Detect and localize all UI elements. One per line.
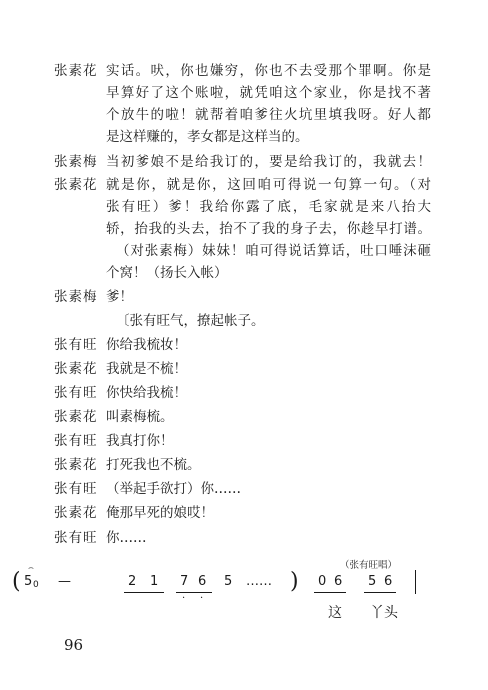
- score-dash: —: [58, 574, 71, 589]
- dialogue-text: 俺那早死的娘哎！: [106, 505, 214, 521]
- speaker-name: 张有旺: [54, 337, 98, 353]
- script-line: [0, 151, 488, 173]
- score-note: 2: [128, 574, 137, 589]
- score-open-bracket: (: [12, 569, 21, 594]
- script-line: [0, 286, 488, 308]
- dialogue-text: 你……: [106, 530, 147, 546]
- music-notation: [0, 560, 488, 630]
- script-line: [0, 262, 488, 284]
- dialogue-text: 爹！: [106, 289, 133, 305]
- script-line: [0, 174, 488, 196]
- lyric-syllable: 这: [328, 605, 342, 621]
- dialogue-continuation: 轿，抬我的头去，抬不了我的身子去，你趁早打谱。: [106, 221, 431, 237]
- score-note: 6: [334, 574, 343, 589]
- lyric-syllable: 丫头: [370, 605, 398, 621]
- script-line: [0, 310, 488, 332]
- script-line: [0, 126, 488, 148]
- script-line: [0, 196, 488, 218]
- fermata-mark: ⌢: [28, 563, 34, 573]
- speaker-name: 张素梅: [54, 289, 98, 305]
- dialogue-text: 叫素梅梳。: [106, 409, 174, 425]
- dialogue-text: 你快给我梳！: [106, 385, 187, 401]
- script-line: [0, 527, 488, 549]
- score-note: 1: [150, 574, 159, 589]
- speaker-name: 张有旺: [54, 433, 98, 449]
- score-note: 6: [198, 574, 207, 589]
- dialogue-continuation: 个窝！（扬长入帐）: [106, 265, 228, 281]
- speaker-name: 张素花: [54, 361, 98, 377]
- script-line: [0, 454, 488, 476]
- script-line: [0, 60, 488, 82]
- score-note: 0: [33, 580, 39, 590]
- singing-cue: （张有旺唱）: [340, 560, 398, 571]
- dialogue-continuation: （对张素梅）妹妹！咱可得说话算话，吐口唾沫砸: [116, 243, 431, 259]
- score-close-bracket: ): [290, 569, 299, 594]
- score-note: 5: [368, 574, 377, 589]
- dialogue-text: 实话。吠，你也嫌穷，你也不去受那个罪啊。你是: [106, 63, 431, 79]
- script-line: [0, 430, 488, 452]
- speaker-name: 张素花: [54, 409, 98, 425]
- dialogue-text: （举起手欲打）你……: [106, 481, 241, 497]
- speaker-name: 张有旺: [54, 530, 98, 546]
- script-line: [0, 104, 488, 126]
- script-line: [0, 358, 488, 380]
- beam-line: [314, 592, 346, 593]
- dialogue-continuation: 张有旺）爹！我给你露了底，毛家就是来八抬大: [106, 199, 431, 215]
- score-ellipsis: ……: [246, 574, 272, 589]
- score-note: 6: [384, 574, 393, 589]
- beam-line: [124, 592, 164, 593]
- speaker-name: 张有旺: [54, 385, 98, 401]
- speaker-name: 张有旺: [54, 481, 98, 497]
- speaker-name: 张素花: [54, 63, 98, 79]
- dialogue-text: 打死我也不梳。: [106, 457, 201, 473]
- dialogue-text: 就是你，就是你，这回咱可得说一句算一句。（对: [106, 177, 431, 193]
- script-line: [0, 382, 488, 404]
- dialogue-text: 你给我梳妆！: [106, 337, 187, 353]
- score-note: 5: [24, 574, 33, 589]
- script-line: [0, 478, 488, 500]
- speaker-name: 张素花: [54, 505, 98, 521]
- score-note: 0: [318, 574, 327, 589]
- dialogue-continuation: 〔张有旺气，撩起帐子。: [116, 313, 265, 329]
- dialogue-continuation: 个放牛的啦！就帮着咱爹往火坑里填我呀。好人都: [106, 107, 431, 123]
- dialogue-text: 我就是不梳！: [106, 361, 187, 377]
- dialogue-text: 当初爹娘不是给我订的，要是给我订的，我就去！: [106, 154, 431, 170]
- page-number: 96: [64, 636, 84, 654]
- dialogue-text: 我真打你！: [106, 433, 174, 449]
- script-line: [0, 502, 488, 524]
- score-note: 7: [180, 574, 189, 589]
- dialogue-continuation: 是这样赚的，孝女都是这样当的。: [106, 129, 309, 145]
- script-line: [0, 406, 488, 428]
- bar-line: [415, 570, 416, 594]
- beam-line: [364, 592, 396, 593]
- script-line: [0, 240, 488, 262]
- script-line: [0, 334, 488, 356]
- low-octave-dot: ·: [200, 593, 204, 604]
- dialogue-continuation: 早算好了这个账啦，就凭咱这个家业，你是找不著: [106, 85, 431, 101]
- script-line: [0, 82, 488, 104]
- score-note: 5: [224, 574, 233, 589]
- speaker-name: 张素花: [54, 177, 98, 193]
- speaker-name: 张素花: [54, 457, 98, 473]
- script-line: [0, 218, 488, 240]
- low-octave-dot: ·: [182, 593, 186, 604]
- speaker-name: 张素梅: [54, 154, 98, 170]
